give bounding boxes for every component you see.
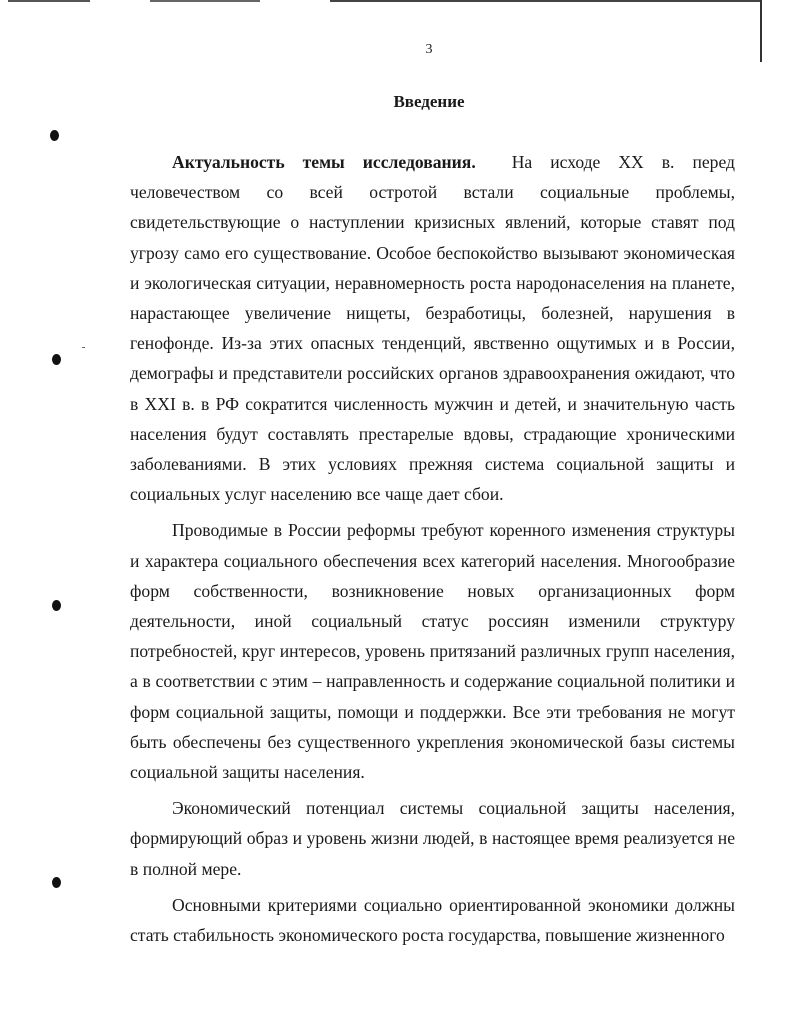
page-number: 3 [425,42,433,57]
section-heading: Введение [393,92,465,111]
punch-hole-mark [52,354,61,365]
paragraph-1 [130,147,735,509]
punch-hole-mark [52,877,61,888]
punch-hole-mark [52,600,61,611]
paragraph-text: На исходе XX в. перед человечеством со всей остротой встали социальные проблемы, свидетельствующие о наступлении кризисных явлений, которые ставят под угрозу само его существование. Особое беспокойство вызывают экономическая и экологическая ситуации, неравномерность роста народонаселения на планете, нарастающее увеличение нищеты, безработицы, болезней, нарушения в генофонде. Из-за этих опасных тенденций, явственно ощутимых и в России, демографы и представители российских органов здравоохранения ожидают, что в XXI в. в РФ сократится численность мужчин и детей, и значительную часть населения будут составлять престарелые вдовы, страдающие хроническими заболеваниями. В этих условиях прежняя система социальной защиты и социальных услуг населению все чаще дает сбои. [130,152,735,505]
paragraph-2: Проводимые в России реформы требуют коренного изменения структуры и характера социального обеспечения всех категорий населения. Многообразие форм собственности, возникновение новых организационных форм деятельности, иной социальный статус россиян изменили структуру потребностей, круг интересов, уровень притязаний различных групп населения, а в соответствии с этим – направленность и содержание социальной политики и форм социальной защиты, помощи и поддержки. Все эти требования не могут быть обеспечены без существенного укрепления экономической базы системы социальной защиты населения. [130,520,735,783]
scan-speck [82,347,85,348]
paragraph-lead: Актуальность темы исследования. [172,152,476,172]
paragraph-3: Экономический потенциал системы социальной защиты населения, формирующий образ и уровень жизни людей, в настоящее время реализуется не в полной мере. [130,798,735,879]
scan-edge-line [330,0,760,2]
paragraph-4: Основными критериями социально ориентированной экономики должны стать стабильность экономического роста государства, повышение жизненного [130,894,735,946]
punch-hole-mark [50,130,59,141]
scan-edge-line [150,0,260,2]
body-text [130,147,735,956]
scan-edge-line [8,0,90,2]
